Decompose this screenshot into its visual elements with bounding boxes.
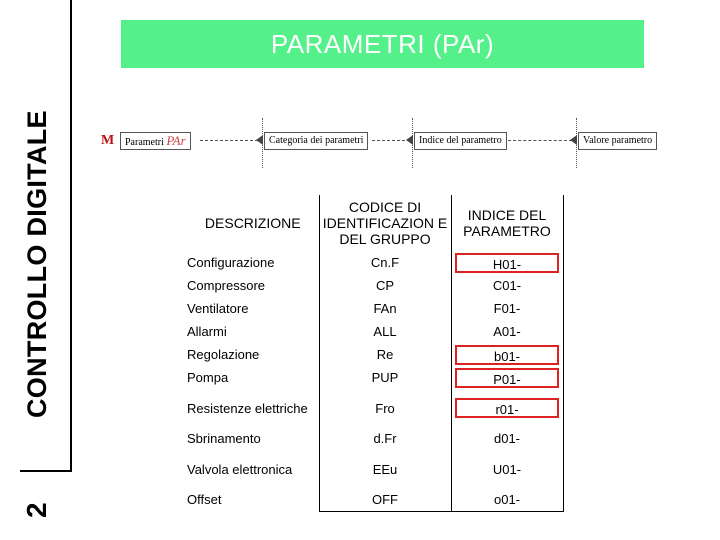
column-header-index: INDICE DEL PARAMETRO [451, 195, 563, 251]
row-index [451, 320, 563, 343]
row-index [451, 297, 563, 320]
legend-connector [200, 140, 258, 141]
chapter-number: 2 [21, 502, 52, 518]
row-index [451, 488, 563, 512]
row-index-value: F01- [493, 301, 521, 316]
legend-box-valore: Valore parametro [578, 132, 657, 150]
row-code: EEu [319, 450, 451, 488]
parameters-table [187, 195, 564, 512]
row-description: Compressore [187, 278, 266, 293]
row-index-value: U01- [492, 461, 522, 477]
row-index [451, 389, 563, 427]
column-header-code: CODICE DI IDENTIFICAZION E DEL GRUPPO [319, 195, 451, 251]
row-index [451, 343, 563, 366]
row-index [451, 427, 563, 450]
row-description: Ventilatore [187, 301, 249, 316]
row-code: Re [319, 343, 451, 366]
legend-connector [508, 140, 572, 141]
legend-box-parametri [120, 132, 191, 150]
row-index [451, 251, 563, 274]
arrow-left-icon [406, 135, 413, 145]
legend-box-categoria: Categoria dei parametri [264, 132, 368, 150]
column-header-description: DESCRIZIONE [204, 215, 301, 231]
legend-connector [372, 140, 410, 141]
row-code: PUP [319, 366, 451, 389]
row-index-value: H01- [455, 253, 559, 273]
legend-box-parametri-code: PAr [166, 133, 186, 148]
row-code: CP [319, 274, 451, 297]
row-index [451, 366, 563, 389]
row-index [451, 274, 563, 297]
row-code: ALL [319, 320, 451, 343]
table-row [187, 450, 563, 488]
row-index-value: r01- [455, 398, 559, 418]
chapter-divider [20, 470, 72, 472]
row-index-value: b01- [455, 345, 559, 365]
row-description: Offset [187, 492, 222, 508]
row-code: OFF [319, 488, 451, 512]
table-row [187, 389, 563, 427]
parameter-path-legend [84, 118, 720, 178]
row-index-value: A01- [493, 324, 521, 339]
row-description: Valvola elettronica [187, 461, 293, 477]
row-description: Allarmi [187, 324, 227, 339]
table-row [187, 251, 563, 274]
row-code: Fro [319, 389, 451, 427]
row-description: Pompa [187, 370, 229, 385]
legend-box-indice: Indice del parametro [414, 132, 507, 150]
table-row [187, 366, 563, 389]
arrow-left-icon [570, 135, 577, 145]
row-code: d.Fr [319, 427, 451, 450]
row-code: FAn [319, 297, 451, 320]
legend-marker: M [101, 133, 115, 148]
row-index-value: C01- [492, 278, 522, 293]
table-row [187, 274, 563, 297]
row-index [451, 450, 563, 488]
row-description: Regolazione [187, 347, 260, 362]
row-code: Cn.F [319, 251, 451, 274]
row-index-value: P01- [455, 368, 559, 388]
table-row [187, 427, 563, 450]
row-description: Resistenze elettriche [187, 400, 308, 416]
row-description: Configurazione [187, 255, 275, 270]
table-row [187, 488, 563, 512]
page-title: PARAMETRI (PAr) [121, 20, 644, 68]
table-row [187, 297, 563, 320]
sidebar-divider [70, 0, 72, 470]
sidebar-title: CONTROLLO DIGITALE [22, 110, 52, 418]
legend-box-parametri-label: Parametri [125, 137, 164, 148]
table-row [187, 320, 563, 343]
table-row [187, 343, 563, 366]
row-index-value: o01- [493, 492, 521, 507]
table-header-row [187, 195, 563, 251]
row-description: Sbrinamento [187, 431, 261, 446]
arrow-left-icon [256, 135, 263, 145]
row-index-value: d01- [493, 431, 521, 446]
